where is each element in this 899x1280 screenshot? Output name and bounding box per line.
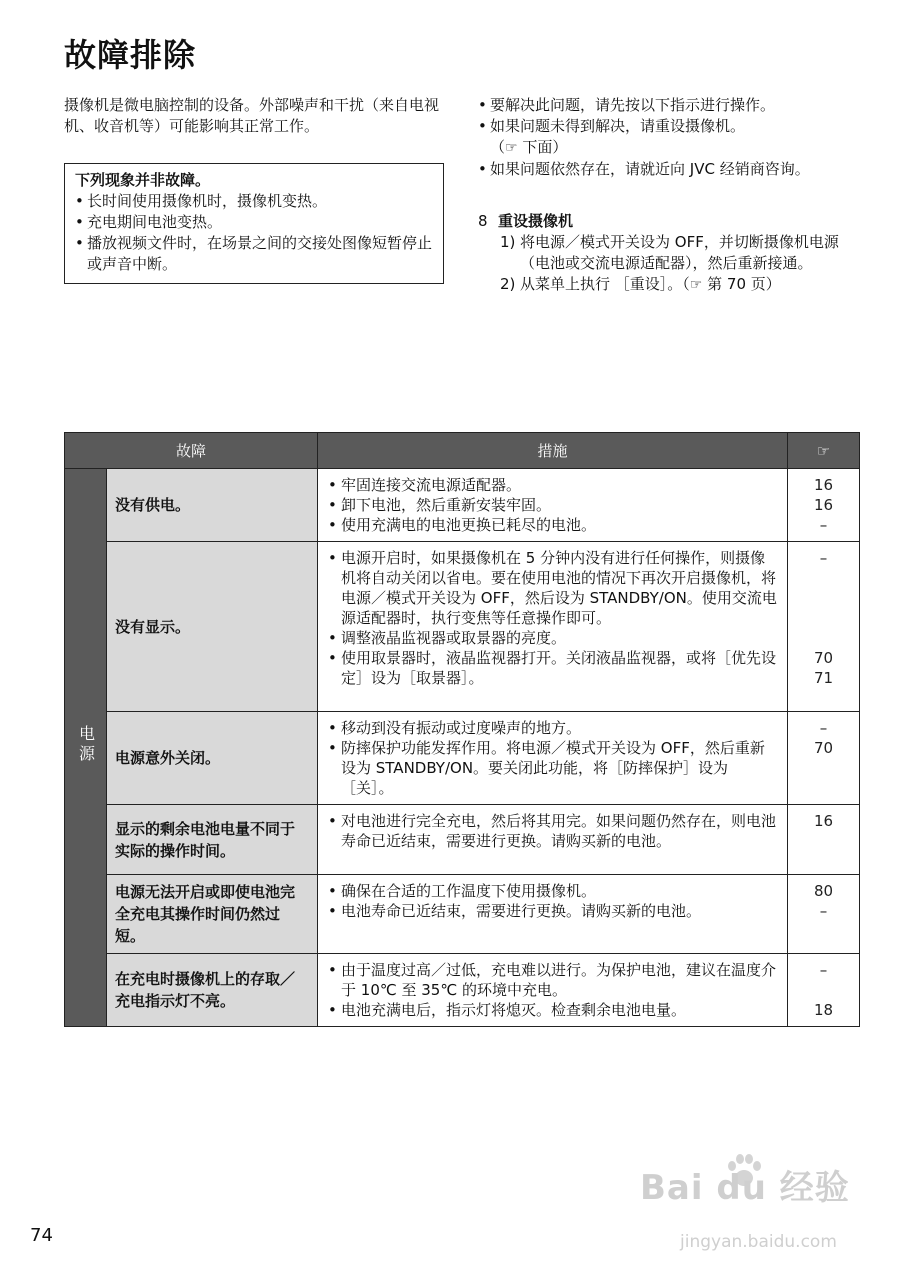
page-ref: 70 (813, 649, 834, 667)
page-number: 74 (30, 1225, 53, 1246)
measure-item: • 使用充满电的电池更换已耗尽的电池。 (328, 515, 777, 535)
ref-cell (788, 954, 860, 1027)
reset-steps (478, 232, 858, 296)
page-ref: 16 (813, 812, 834, 830)
table-row (65, 954, 860, 1027)
measure-item: • 电池充满电后，指示灯将熄灭。检查剩余电池电量。 (328, 1000, 777, 1020)
measure-cell (318, 954, 788, 1027)
reset-section (478, 211, 858, 296)
page-ref: 第 70 页 (707, 275, 766, 293)
instructions-list (478, 95, 858, 180)
page-ref: – (819, 719, 828, 737)
category-label: 电源 (76, 725, 96, 765)
reset-step: 2) 从菜单上执行 ［重设］。（☞ 第 70 页） (500, 275, 781, 293)
pointing-hand-icon: ☞ (505, 140, 518, 156)
instruction-item: • 要解决此问题，请先按以下指示进行操作。 (478, 95, 858, 116)
watermark (640, 1160, 880, 1270)
page-ref: 80 (813, 882, 834, 900)
ref-cell (788, 542, 860, 712)
pointing-hand-icon: ☞ (816, 441, 831, 460)
measure-cell (318, 805, 788, 875)
measure-item: • 电源开启时，如果摄像机在 5 分钟内没有进行任何操作，则摄像机将自动关闭以省电。要在使用电池的情况下再次开启摄像机，将电源／模式开关设为 OFF，然后设为 STANDBY/ON。使用交流电源适配器时，执行变焦等任意操作即可。 (328, 548, 777, 628)
measure-cell (318, 712, 788, 805)
page-ref: 18 (813, 1001, 834, 1019)
table-row (65, 875, 860, 954)
pointing-hand-icon: ☞ (689, 277, 703, 293)
step-text: 从菜单上执行 ［重设］。 (520, 275, 683, 293)
table-row (65, 712, 860, 805)
table-row (65, 469, 860, 542)
header-fault: 故障 (65, 433, 318, 469)
measure-item: • 调整液晶监视器或取景器的亮度。 (328, 628, 777, 648)
page-ref: – (819, 902, 828, 920)
measure-cell (318, 542, 788, 712)
ref-cell (788, 712, 860, 805)
page-ref: – (819, 549, 828, 567)
header-measure: 措施 (318, 433, 788, 469)
measure-item: • 由于温度过高／过低，充电难以进行。为保护电池，建议在温度介于 10℃ 至 35℃ 的环境中充电。 (328, 960, 777, 1000)
step-text: 将电源／模式开关设为 OFF，并切断摄像机电源（电池或交流电源适配器），然后重新接通。 (520, 233, 839, 272)
page-ref: 16 (813, 476, 834, 494)
watermark-url: jingyan.baidu.com (680, 1232, 837, 1252)
table-row (65, 805, 860, 875)
measure-item: • 确保在合适的工作温度下使用摄像机。 (328, 881, 777, 901)
notice-item: • 充电期间电池变热。 (75, 212, 435, 233)
fault-cell: 显示的剩余电池电量不同于实际的操作时间。 (107, 805, 318, 875)
table-row (65, 542, 860, 712)
reset-title: 重设摄像机 (498, 212, 574, 230)
instruction-item: • 如果问题依然存在，请就近向 JVC 经销商咨询。 (478, 159, 858, 180)
ref-cell (788, 805, 860, 875)
instruction-item: • 如果问题未得到解决，请重设摄像机。 （☞ 下面） (478, 116, 858, 159)
fault-cell: 电源无法开启或即使电池完全充电其操作时间仍然过短。 (107, 875, 318, 954)
not-a-fault-box (64, 163, 444, 284)
measure-item: • 牢固连接交流电源适配器。 (328, 475, 777, 495)
reset-number: 8 (478, 212, 488, 230)
header-ref (788, 433, 860, 469)
step-number: 1) (500, 233, 516, 251)
fault-cell: 没有显示。 (107, 542, 318, 712)
troubleshooting-table (64, 432, 860, 1027)
ref-cell (788, 875, 860, 954)
intro-paragraph: 摄像机是微电脑控制的设备。外部噪声和干扰（来自电视机、收音机等）可能影响其正常工作。 (64, 96, 440, 135)
notice-list (75, 191, 435, 275)
notice-item: • 播放视频文件时，在场景之间的交接处图像短暂停止或声音中断。 (75, 233, 435, 275)
ref-link: 下面 (522, 138, 553, 156)
step-number: 2) (500, 275, 516, 293)
page-title: 故障排除 (64, 36, 197, 74)
instruction-item-text: 如果问题未得到解决，请重设摄像机。 (490, 117, 746, 135)
measure-cell (318, 469, 788, 542)
page-ref: 70 (813, 739, 834, 757)
measure-cell (318, 875, 788, 954)
table-header-row (65, 433, 860, 469)
measure-item: • 对电池进行完全充电，然后将其用完。如果问题仍然存在，则电池寿命已近结束，需要进行更换。请购买新的电池。 (328, 811, 777, 851)
measure-item: • 防摔保护功能发挥作用。将电源／模式开关设为 OFF，然后重新设为 STANDBY/ON。要关闭此功能，将［防摔保护］设为［关］。 (328, 738, 777, 798)
page-ref: – (819, 516, 828, 534)
page-ref: 71 (813, 669, 834, 687)
measure-item: • 移动到没有振动或过度噪声的地方。 (328, 718, 777, 738)
measure-item: • 卸下电池，然后重新安装牢固。 (328, 495, 777, 515)
fault-cell: 电源意外关闭。 (107, 712, 318, 805)
reset-step (500, 232, 858, 274)
watermark-logo: Bai du 经验 (640, 1168, 850, 1208)
page-ref: 16 (813, 496, 834, 514)
notice-item: • 长时间使用摄像机时，摄像机变热。 (75, 191, 435, 212)
page-ref: – (819, 961, 828, 979)
fault-cell: 在充电时摄像机上的存取／充电指示灯不亮。 (107, 954, 318, 1027)
measure-item: • 使用取景器时，液晶监视器打开。关闭液晶监视器，或将［优先设定］设为［取景器］。 (328, 648, 777, 688)
measure-item: • 电池寿命已近结束，需要进行更换。请购买新的电池。 (328, 901, 777, 921)
ref-cell (788, 469, 860, 542)
notice-title: 下列现象并非故障。 (75, 171, 211, 189)
reset-heading (478, 211, 858, 232)
category-cell (65, 469, 107, 1027)
fault-cell: 没有供电。 (107, 469, 318, 542)
